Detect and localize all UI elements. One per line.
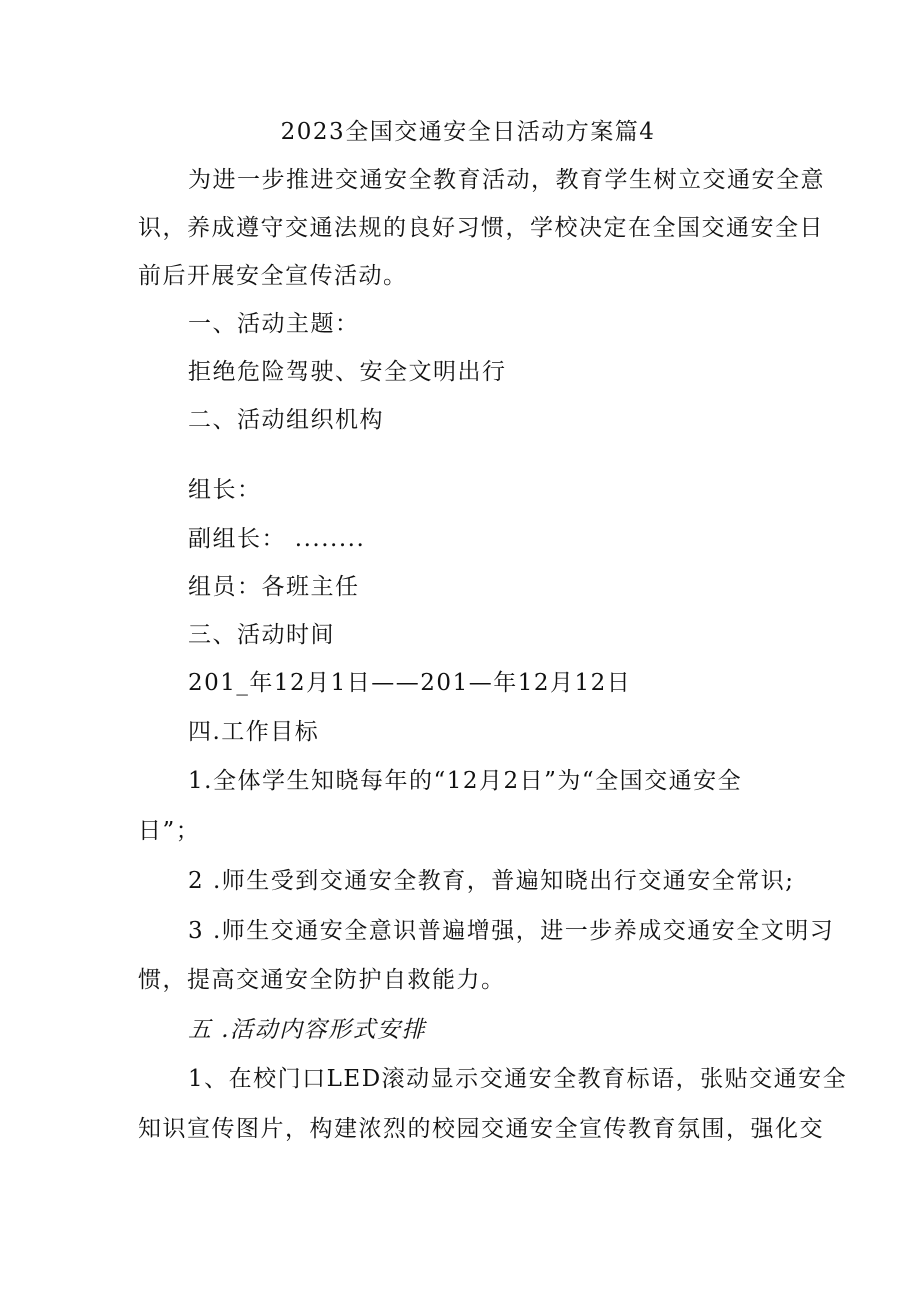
section5-heading: 五 .活动内容形式安排 [188,1017,427,1043]
goal1-line-2: 日”； [138,818,201,844]
goal3-line-1: 3 .师生交通安全意识普遍增强，进一步养成交通安全文明习 [188,918,835,944]
goal2-line: 2 .师生受到交通安全教育，普遍知晓出行交通安全常识; [188,868,795,894]
section2-heading: 二、活动组织机构 [188,407,384,433]
content1-line-2: 知识宣传图片，构建浓烈的校园交通安全宣传教育氛围，强化交 [138,1116,824,1142]
section1-heading: 一、活动主题： [188,311,360,337]
section3-body: 201_年12月1日——201—年12月12日 [188,670,632,696]
section1-body: 拒绝危险驾驶、安全文明出行 [188,359,507,385]
document-title: 2023全国交通安全日活动方案篇4 [280,119,656,145]
section3-heading: 三、活动时间 [188,622,335,648]
leader-line: 组长： [188,477,262,503]
members-line: 组员：各班主任 [188,574,360,600]
deputy-leader-line: 副组长： ........ [188,526,366,552]
goal1-line-1: 1.全体学生知晓每年的“12月2日”为“全国交通安全 [188,768,743,794]
content1-line-1: 1、在校门口LED滚动显示交通安全教育标语，张贴交通安全 [188,1066,848,1092]
section4-heading: 四.工作目标 [188,719,320,745]
intro-line-2: 识，养成遵守交通法规的良好习惯，学校决定在全国交通安全日 [138,215,824,241]
intro-line-1: 为进一步推进交通安全教育活动，教育学生树立交通安全意 [188,167,825,193]
goal3-line-2: 惯，提高交通安全防护自救能力。 [138,967,506,993]
intro-line-3: 前后开展安全宣传活动。 [138,263,408,289]
